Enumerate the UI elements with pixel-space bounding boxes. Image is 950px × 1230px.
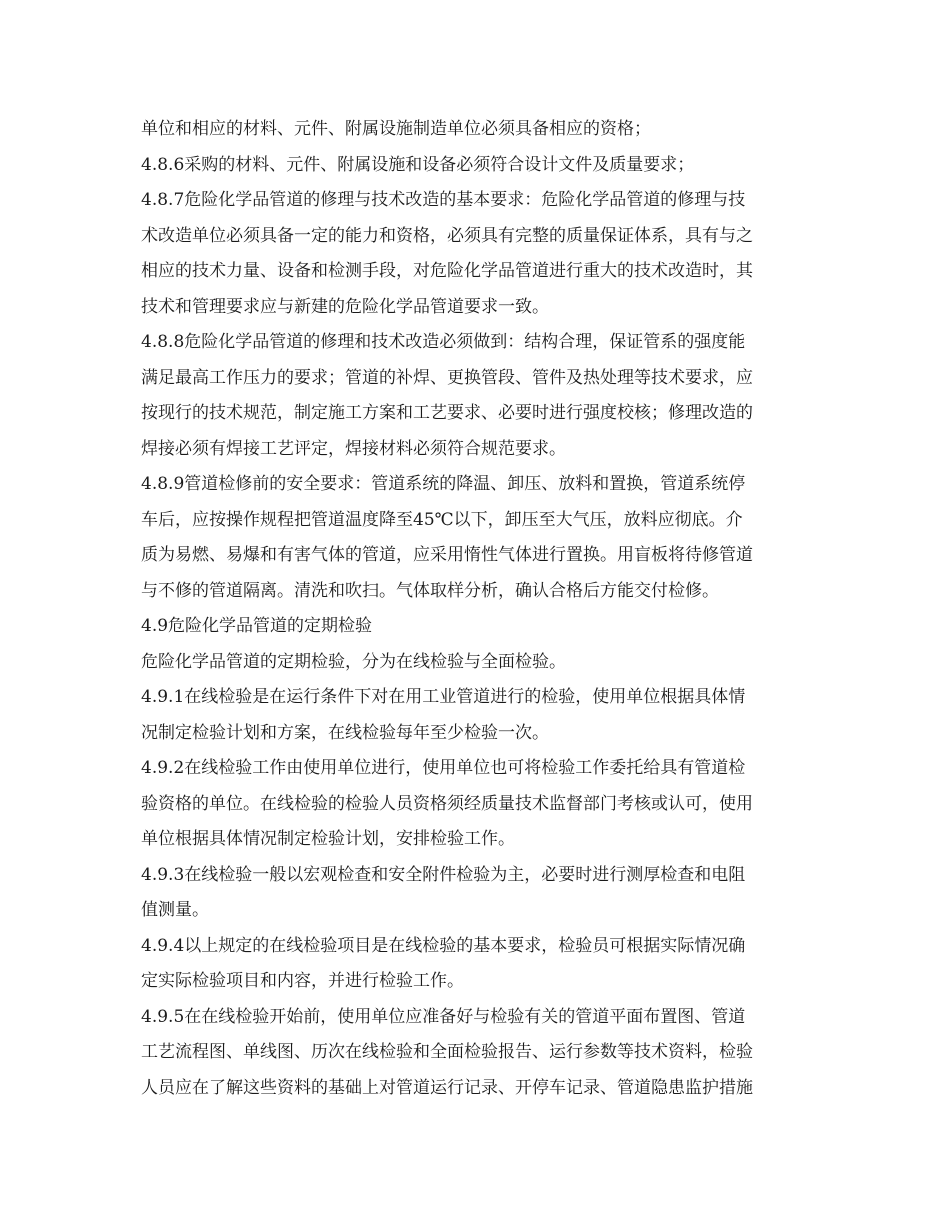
text-line: 危险化学品管道的定期检验，分为在线检验与全面检验。 bbox=[141, 651, 566, 672]
document-body bbox=[141, 112, 813, 1106]
text-line: 4.9.5在在线检验开始前，使用单位应准备好与检验有关的管道平面布置图、管道 bbox=[141, 1006, 746, 1027]
text-line: 人员应在了解这些资料的基础上对管道运行记录、开停车记录、管道隐患监护措施 bbox=[141, 1077, 753, 1098]
text-line: 4.9.1在线检验是在运行条件下对在用工业管道进行的检验，使用单位根据具体情 bbox=[141, 687, 746, 707]
text-line: 质为易燃、易爆和有害气体的管道，应采用惰性气体进行置换。用盲板将待修管道 bbox=[141, 545, 753, 565]
text-line: 满足最高工作压力的要求；管道的补焊、更换管段、管件及热处理等技术要求，应 bbox=[141, 367, 753, 388]
text-line: 车后，应按操作规程把管道温度降至45℃以下，卸压至大气压，放料应彻底。介 bbox=[141, 509, 743, 530]
text-line: 4.8.7危险化学品管道的修理与技术改造的基本要求：危险化学品管道的修理与技 bbox=[141, 190, 746, 210]
text-line: 与不修的管道隔离。清洗和吹扫。气体取样分析，确认合格后方能交付检修。 bbox=[141, 580, 719, 601]
text-line: 相应的技术力量、设备和检测手段，对危险化学品管道进行重大的技术改造时，其 bbox=[141, 261, 753, 281]
text-line: 值测量。 bbox=[141, 900, 209, 920]
text-line: 4.9.2在线检验工作由使用单位进行，使用单位也可将检验工作委托给具有管道检 bbox=[141, 758, 746, 778]
text-line: 4.9.3在线检验一般以宏观检查和安全附件检验为主，必要时进行测厚检查和电阻 bbox=[141, 864, 746, 885]
text-line: 单位和相应的材料、元件、附属设施制造单位必须具备相应的资格； bbox=[141, 119, 651, 139]
text-line: 4.8.6采购的材料、元件、附属设施和设备必须符合设计文件及质量要求； bbox=[141, 154, 695, 175]
text-line: 4.8.9管道检修前的安全要求：管道系统的降温、卸压、放料和置换，管道系统停 bbox=[141, 474, 746, 494]
text-line: 单位根据具体情况制定检验计划，安排检验工作。 bbox=[141, 829, 515, 849]
text-line: 术改造单位必须具备一定的能力和资格，必须具有完整的质量保证体系，具有与之 bbox=[141, 225, 753, 246]
text-line: 定实际检验项目和内容，并进行检验工作。 bbox=[141, 971, 464, 991]
text-line: 验资格的单位。在线检验的检验人员资格须经质量技术监督部门考核或认可，使用 bbox=[141, 793, 753, 814]
text-line: 4.8.8危险化学品管道的修理和技术改造必须做到：结构合理，保证管系的强度能 bbox=[141, 332, 746, 352]
text-line: 焊接必须有焊接工艺评定，焊接材料必须符合规范要求。 bbox=[141, 438, 566, 459]
text-line: 工艺流程图、单线图、历次在线检验和全面检验报告、运行参数等技术资料，检验 bbox=[141, 1042, 753, 1062]
text-line: 4.9.4以上规定的在线检验项目是在线检验的基本要求，检验员可根据实际情况确 bbox=[141, 935, 746, 956]
text-line: 况制定检验计划和方案，在线检验每年至少检验一次。 bbox=[141, 722, 549, 743]
section-heading: 4.9危险化学品管道的定期检验 bbox=[141, 616, 373, 636]
text-line: 按现行的技术规范，制定施工方案和工艺要求、必要时进行强度校核；修理改造的 bbox=[141, 403, 753, 423]
text-line: 技术和管理要求应与新建的危险化学品管道要求一致。 bbox=[141, 296, 549, 317]
